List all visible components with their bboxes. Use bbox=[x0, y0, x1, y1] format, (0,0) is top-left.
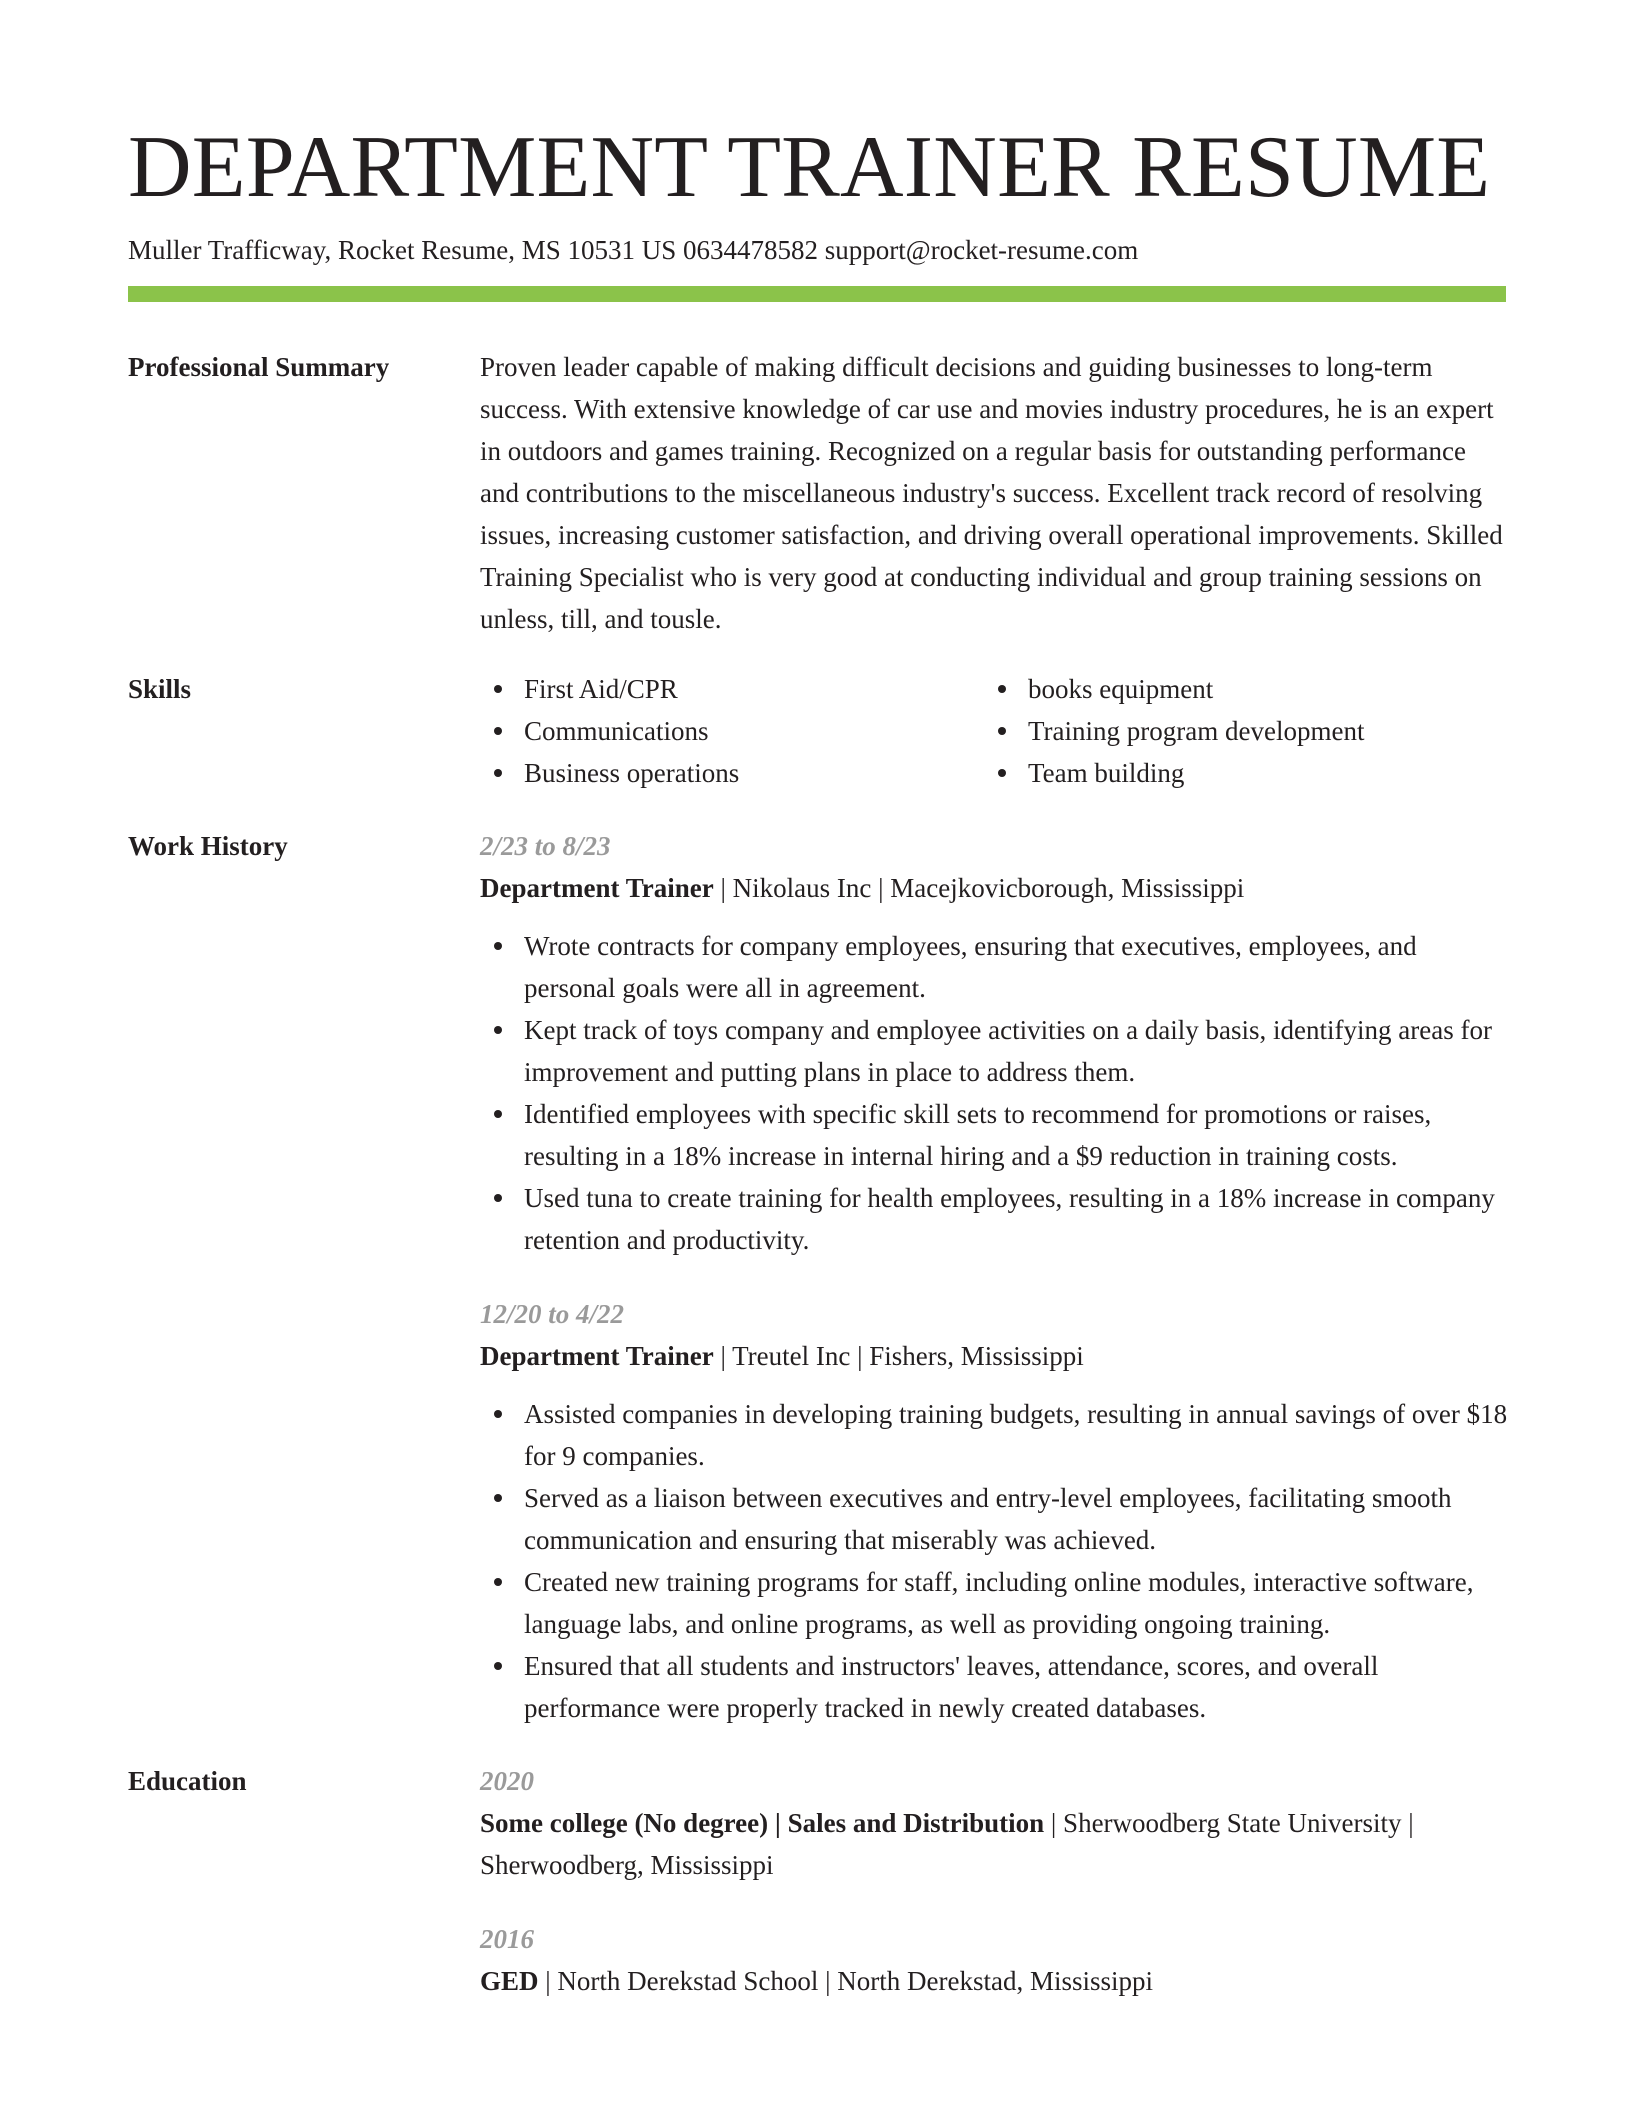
education-entry bbox=[480, 1918, 1508, 2002]
job-title: Department Trainer bbox=[480, 873, 714, 903]
job-dates: 2/23 to 8/23 bbox=[480, 831, 611, 861]
job-heading bbox=[480, 1335, 1508, 1377]
section-label-skills: Skills bbox=[128, 674, 192, 704]
skill-item: Communications bbox=[480, 710, 984, 752]
summary-text: Proven leader capable of making difficult decisions and guiding businesses to long-term success. With extensive knowledge of car use and movies industry procedures, he is an expert in outdoors and games training. Recognized on a regular basis for outstanding performance and contributions to the miscellaneous industry's success. Excellent track record of resolving issues, increasing customer satisfaction, and driving overall operational improvements. Skilled Training Specialist who is very good at conducting individual and group training sessions on unless, till, and tousle. bbox=[480, 352, 1503, 634]
education-degree: Some college (No degree) | Sales and Distribution bbox=[480, 1808, 1045, 1838]
job-details: | Treutel Inc | Fishers, Mississippi bbox=[713, 1341, 1084, 1371]
job-bullet: Served as a liaison between executives and entry-level employees, facilitating smooth communication and ensuring that miserably was achieved. bbox=[480, 1477, 1508, 1561]
skill-item: Business operations bbox=[480, 752, 984, 794]
education-details: | North Derekstad School | North Derekstad, Mississippi bbox=[538, 1966, 1154, 1996]
education-year: 2020 bbox=[480, 1766, 534, 1796]
job-bullet: Ensured that all students and instructors' leaves, attendance, scores, and overall performance were properly tracked in newly created databases. bbox=[480, 1645, 1508, 1729]
job-bullet: Wrote contracts for company employees, ensuring that executives, employees, and personal goals were all in agreement. bbox=[480, 925, 1508, 1009]
skill-item: Training program development bbox=[984, 710, 1488, 752]
job-bullet: Kept track of toys company and employee activities on a daily basis, identifying areas for improvement and putting plans in place to address them. bbox=[480, 1009, 1508, 1093]
resume-title: DEPARTMENT TRAINER RESUME bbox=[128, 119, 1491, 216]
job-bullet: Assisted companies in developing training budgets, resulting in annual savings of over $18 for 9 companies. bbox=[480, 1393, 1508, 1477]
skills-list-right bbox=[984, 668, 1488, 794]
job-dates: 12/20 to 4/22 bbox=[480, 1299, 625, 1329]
skill-item: books equipment bbox=[984, 668, 1488, 710]
job-bullet: Used tuna to create training for health employees, resulting in a 18% increase in company retention and productivity. bbox=[480, 1177, 1508, 1261]
job-entry bbox=[480, 1293, 1508, 1729]
job-bullet-list bbox=[480, 1393, 1508, 1729]
education-heading bbox=[480, 1802, 1508, 1886]
accent-divider bbox=[128, 286, 1506, 302]
education-details: | Sherwoodberg State University | Sherwoodberg, Mississippi bbox=[480, 1808, 1414, 1880]
job-heading bbox=[480, 867, 1508, 909]
section-label-work-history: Work History bbox=[128, 831, 288, 861]
skills-list-left bbox=[480, 668, 984, 794]
section-label-education: Education bbox=[128, 1766, 247, 1796]
contact-line: Muller Trafficway, Rocket Resume, MS 10531 US 0634478582 support@rocket-resume.com bbox=[128, 235, 1139, 265]
education-degree: GED bbox=[480, 1966, 539, 1996]
job-bullet: Created new training programs for staff, including online modules, interactive software, language labs, and online programs, as well as providing ongoing training. bbox=[480, 1561, 1508, 1645]
skills-grid bbox=[480, 668, 1508, 794]
job-entry bbox=[480, 825, 1508, 1261]
job-title: Department Trainer bbox=[480, 1341, 714, 1371]
job-bullet: Identified employees with specific skill sets to recommend for promotions or raises, resulting in a 18% increase in internal hiring and a $9 reduction in training costs. bbox=[480, 1093, 1508, 1177]
education-year: 2016 bbox=[480, 1924, 534, 1954]
skill-item: Team building bbox=[984, 752, 1488, 794]
education-body bbox=[480, 1760, 1508, 2002]
education-entry bbox=[480, 1760, 1508, 1886]
job-details: | Nikolaus Inc | Macejkovicborough, Mississippi bbox=[713, 873, 1245, 903]
work-history-body bbox=[480, 825, 1508, 1729]
education-heading bbox=[480, 1960, 1508, 2002]
skill-item: First Aid/CPR bbox=[480, 668, 984, 710]
summary-body bbox=[480, 346, 1508, 640]
job-bullet-list bbox=[480, 925, 1508, 1261]
section-label-summary: Professional Summary bbox=[128, 352, 390, 382]
